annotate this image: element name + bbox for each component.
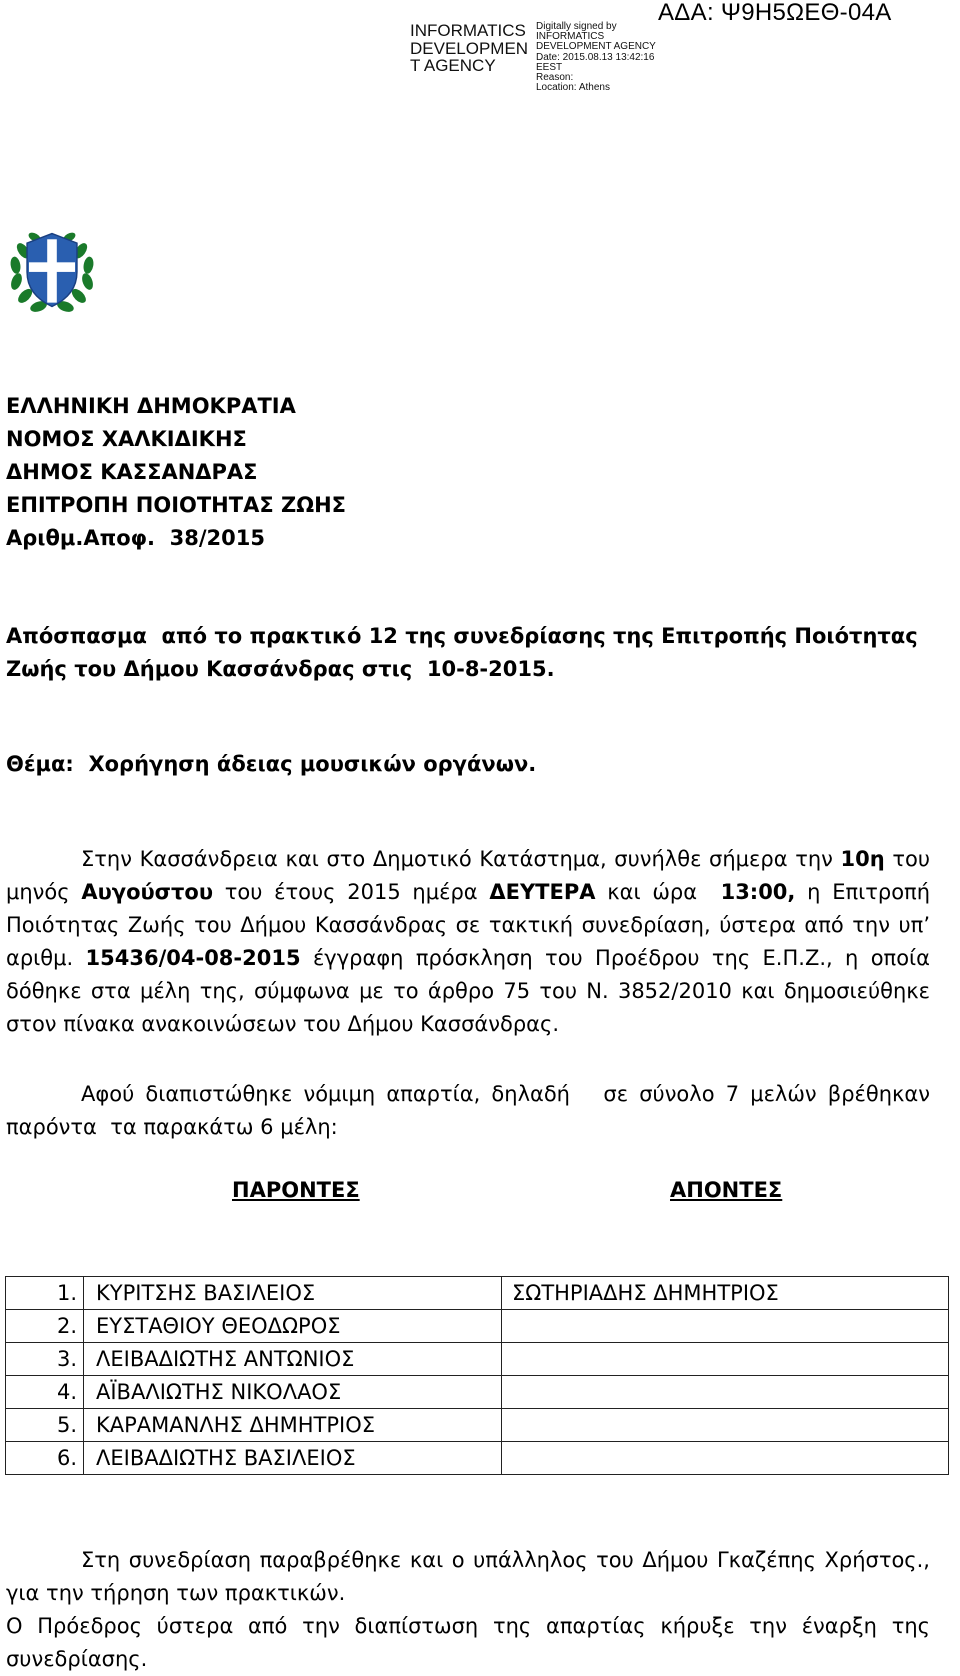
signature-detail-line: EEST xyxy=(536,61,563,73)
table-row xyxy=(6,1343,949,1376)
row-number: 2. xyxy=(6,1310,84,1343)
header-line: ΕΛΛΗΝΙΚΗ ΔΗΜΟΚΡΑΤΙΑ xyxy=(6,394,296,418)
signature-organization xyxy=(410,22,530,75)
row-number: 3. xyxy=(6,1343,84,1376)
text-run: έγγραφη πρόσκληση του Προέδρου της Ε.Π.Ζ. xyxy=(300,946,827,970)
signature-org-line: DEVELOPMEN xyxy=(410,38,529,58)
decision-number: Αριθμ.Αποφ. 38/2015 xyxy=(6,526,265,550)
meeting-time: 13:00, xyxy=(720,880,796,904)
secretary-paragraph xyxy=(6,1544,930,1610)
header-line: ΝΟΜΟΣ ΧΑΛΚΙΔΙΚΗΣ xyxy=(6,427,247,451)
text-run: του έτους 2015 ημέρα xyxy=(213,880,490,904)
text-run: Αφού διαπιστώθηκε νόμιμη απαρτία, δηλαδή σε σύνολο 7 μελών βρέθηκαν παρόντα τα παρακάτω 6 μέλη: xyxy=(6,1082,937,1139)
present-member: ΑΪΒΑΛΙΩΤΗΣ ΝΙΚΟΛΑΟΣ xyxy=(84,1376,502,1409)
ada-code: ΑΔΑ: Ψ9Η5ΩΕΘ-04Α xyxy=(658,0,892,26)
text-run: και ώρα xyxy=(595,880,721,904)
row-number: 1. xyxy=(6,1277,84,1310)
signature-detail-line: INFORMATICS xyxy=(536,31,605,43)
row-number: 4. xyxy=(6,1376,84,1409)
text-run: , η οποία δόθηκε στα μέλη της, σύμφωνα με το άρθρο 75 του Ν. 3852/2010 και δημοσιεύθηκε στον πίνακα ανακοινώσεων του Δήμου Κασσάνδρας. xyxy=(6,946,930,1036)
signature-details xyxy=(536,22,686,93)
meeting-paragraph xyxy=(6,843,930,1041)
text-run: Στην Κασσάνδρεια και στο Δημοτικό Κατάστημα, συνήλθε σήμερα την xyxy=(81,847,841,871)
invitation-reference: 15436/04-08-2015 xyxy=(85,946,301,970)
text-run: του μηνός xyxy=(6,847,930,904)
table-row xyxy=(6,1442,949,1475)
present-member: ΛΕΙΒΑΔΙΩΤΗΣ ΑΝΤΩΝΙΟΣ xyxy=(84,1343,502,1376)
row-number: 5. xyxy=(6,1409,84,1442)
meeting-day: 10η xyxy=(840,847,885,871)
meeting-weekday: ΔΕΥΤΕΡΑ xyxy=(489,880,596,904)
authority-header xyxy=(6,390,346,555)
text-run: η Επιτροπή Ποιότητας Ζωής του Δήμου Κασσάνδρας σε τακτική συνεδρίαση, ύστερα από την υπ’ αριθμ. xyxy=(6,880,930,970)
table-row xyxy=(6,1376,949,1409)
opening-paragraph: Ο Πρόεδρος ύστερα από την διαπίστωση της απαρτίας κήρυξε την έναρξη της συνεδρίασης. xyxy=(6,1614,930,1671)
present-heading: ΠΑΡΟΝΤΕΣ xyxy=(232,1178,360,1202)
header-line: ΕΠΙΤΡΟΠΗ ΠΟΙΟΤΗΤΑΣ ΖΩΗΣ xyxy=(6,493,346,517)
row-number: 6. xyxy=(6,1442,84,1475)
signature-detail-line: Digitally signed by xyxy=(536,21,617,32)
present-member: ΕΥΣΤΑΘΙΟΥ ΘΕΟΔΩΡΟΣ xyxy=(84,1310,502,1343)
signature-org-line: T AGENCY xyxy=(410,56,496,75)
table-row xyxy=(6,1310,949,1343)
present-member: ΚΑΡΑΜΑΝΛΗΣ ΔΗΜΗΤΡΙΟΣ xyxy=(84,1409,502,1442)
signature-detail-line: Location: Athens xyxy=(536,82,610,94)
absent-member xyxy=(502,1442,949,1475)
attendance-table xyxy=(5,1276,949,1475)
table-row xyxy=(6,1277,949,1310)
absent-member xyxy=(502,1409,949,1442)
greek-emblem-icon xyxy=(4,222,100,318)
absent-member xyxy=(502,1310,949,1343)
absent-member xyxy=(502,1376,949,1409)
header-line: ΔΗΜΟΣ ΚΑΣΣΑΝΔΡΑΣ xyxy=(6,460,258,484)
subject-line: Θέμα: Χορήγηση άδειας μουσικών οργάνων. xyxy=(6,752,537,776)
signature-org-line: INFORMATICS xyxy=(410,21,526,40)
signature-detail-line: Reason: xyxy=(536,72,574,84)
table-row xyxy=(6,1409,949,1442)
present-member: ΚΥΡΙΤΣΗΣ ΒΑΣΙΛΕΙΟΣ xyxy=(84,1277,502,1310)
text-run: Στη συνεδρίαση παραβρέθηκε και ο υπάλληλος του Δήμου Γκαζέπης Χρήστος., για την τήρηση των πρακτικών. xyxy=(6,1548,930,1605)
meeting-month: Αυγούστου xyxy=(81,880,214,904)
absent-heading: ΑΠΟΝΤΕΣ xyxy=(670,1178,783,1202)
absent-member xyxy=(502,1343,949,1376)
signature-detail-line: Date: 2015.08.13 13:42:16 xyxy=(536,51,655,63)
absent-member: ΣΩΤΗΡΙΑΔΗΣ ΔΗΜΗΤΡΙΟΣ xyxy=(502,1277,949,1310)
signature-detail-line: DEVELOPMENT AGENCY xyxy=(536,41,656,53)
quorum-paragraph xyxy=(6,1078,937,1144)
present-member: ΛΕΙΒΑΔΙΩΤΗΣ ΒΑΣΙΛΕΙΟΣ xyxy=(84,1442,502,1475)
excerpt-title: Απόσπασμα από το πρακτικό 12 της συνεδρίασης της Επιτροπής Ποιότητας Ζωής του Δήμου Κασσάνδρας στις 10-8-2015. xyxy=(6,624,925,681)
